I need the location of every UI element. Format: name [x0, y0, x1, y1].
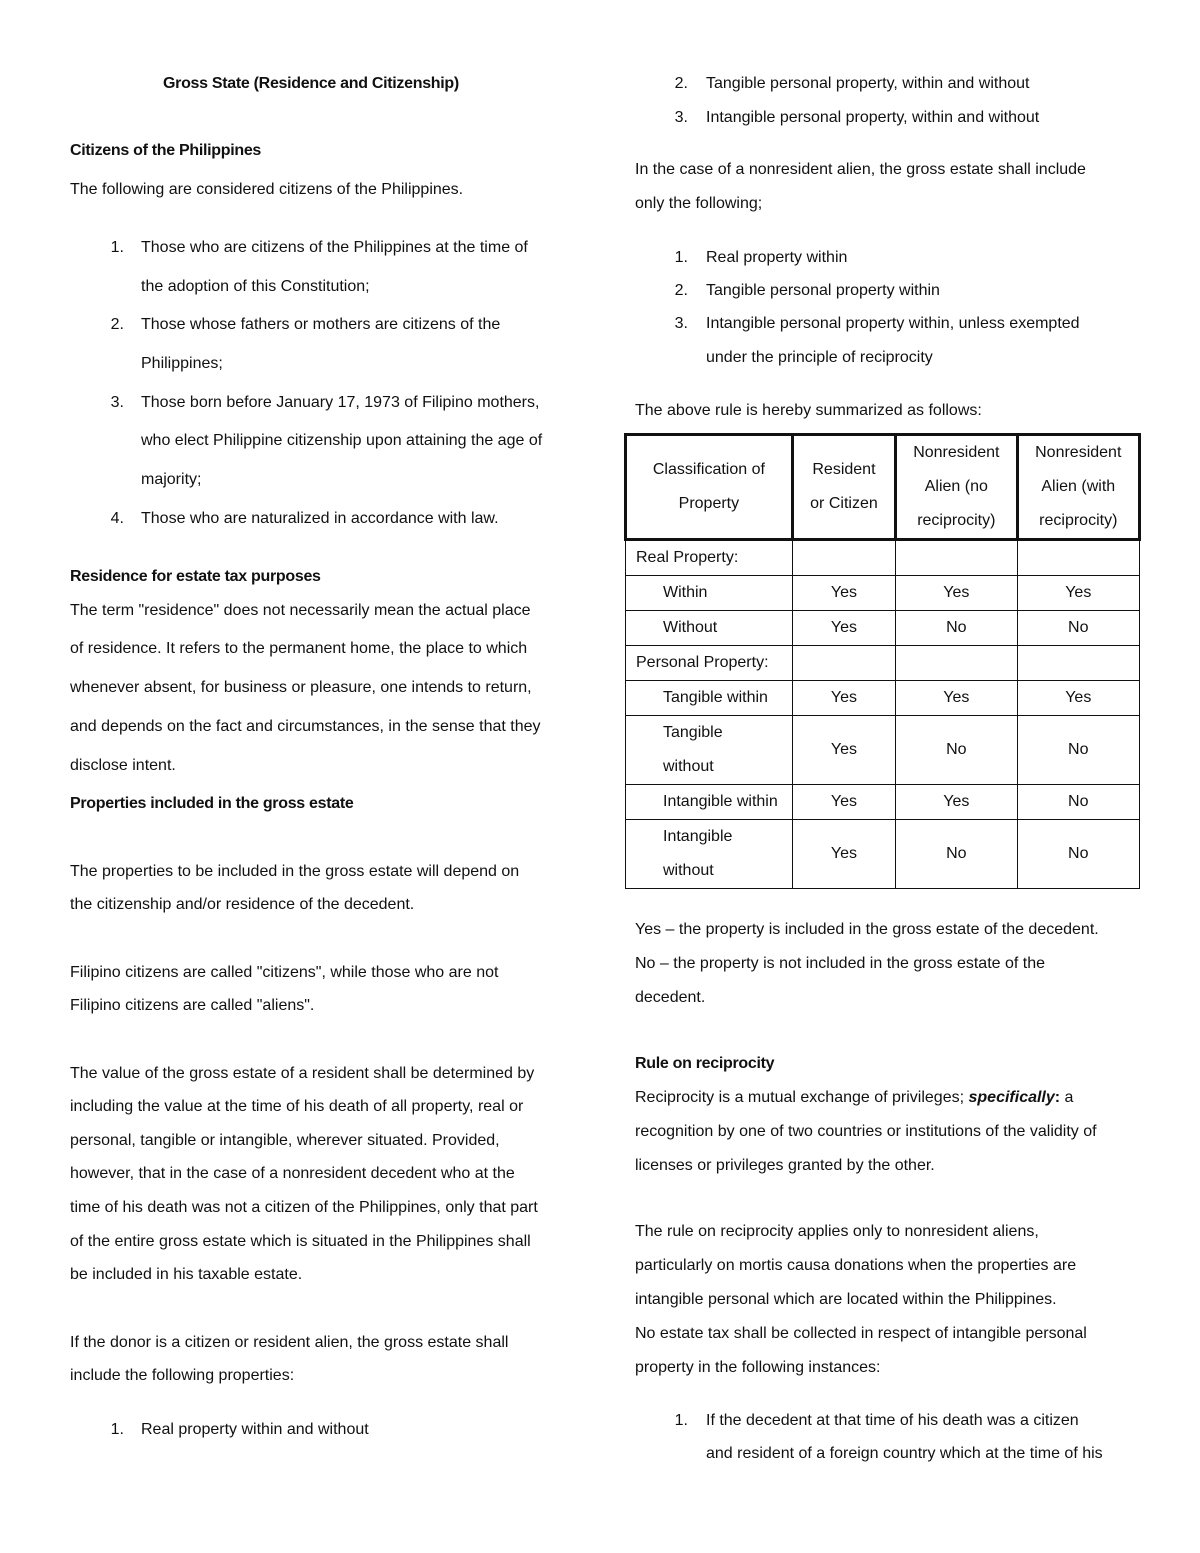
list-number: 2.: [110, 316, 124, 333]
list-text: under the principle of reciprocity: [706, 349, 933, 366]
list-number: 2.: [674, 75, 688, 92]
definition-text: a: [1060, 1089, 1074, 1106]
residence-line: of residence. It refers to the permanent home, the place to which: [70, 640, 528, 657]
list-text: Those whose fathers or mothers are citizens of the: [141, 316, 501, 333]
row-label: Intangible without: [626, 820, 793, 889]
residence-heading: Residence for estate tax purposes: [70, 568, 321, 585]
table-row: [626, 646, 1140, 681]
paragraph-line: No estate tax shall be collected in respect of intangible personal: [635, 1325, 1087, 1342]
list-number: 3.: [674, 109, 688, 126]
row-label: Intangible within: [626, 785, 793, 820]
citizens-intro: The following are considered citizens of the Philippines.: [70, 181, 464, 198]
paragraph-line: however, that in the case of a nonresident decedent who at the: [70, 1165, 515, 1182]
cell-value: Yes: [792, 820, 895, 889]
cell-value: No: [1017, 820, 1139, 889]
table-row: [626, 540, 1140, 576]
properties-heading: Properties included in the gross estate: [70, 795, 354, 812]
paragraph-line: the citizenship and/or residence of the decedent.: [70, 896, 415, 913]
header-nonresident-no-reciprocity: Nonresident Alien (no reciprocity): [896, 435, 1017, 540]
paragraph-line: In the case of a nonresident alien, the gross estate shall include: [635, 161, 1086, 178]
paragraph-line: property in the following instances:: [635, 1359, 881, 1376]
list-text: Philippines;: [141, 355, 223, 372]
paragraph-line: only the following;: [635, 195, 763, 212]
list-text: who elect Philippine citizenship upon attaining the age of: [141, 432, 543, 449]
table-row: [626, 820, 1140, 889]
citizens-heading: Citizens of the Philippines: [70, 142, 262, 159]
cell-value: No: [1017, 611, 1139, 646]
row-label: Within: [626, 576, 793, 611]
paragraph-line: intangible personal which are located within the Philippines.: [635, 1291, 1057, 1308]
residence-line: disclose intent.: [70, 757, 176, 774]
paragraph-line: be included in his taxable estate.: [70, 1266, 303, 1283]
legend-line: decedent.: [635, 989, 706, 1006]
list-number: 1.: [674, 249, 688, 266]
cell-value: Yes: [896, 681, 1017, 716]
list-text: If the decedent at that time of his death was a citizen: [706, 1412, 1079, 1429]
list-number: 3.: [110, 394, 124, 411]
cell-value: Yes: [792, 611, 895, 646]
list-text: Tangible personal property within: [706, 282, 940, 299]
cell-value: [896, 540, 1017, 576]
list-text: Tangible personal property, within and without: [706, 75, 1030, 92]
summary-intro: The above rule is hereby summarized as follows:: [635, 402, 982, 419]
residence-line: The term "residence" does not necessarily mean the actual place: [70, 602, 531, 619]
table-row: [626, 716, 1140, 785]
cell-value: [1017, 646, 1139, 681]
definition-emphasis: specifically: [968, 1089, 1055, 1106]
paragraph-line: licenses or privileges granted by the other.: [635, 1157, 935, 1174]
cell-value: [1017, 540, 1139, 576]
list-number: 2.: [674, 282, 688, 299]
document-title: Gross State (Residence and Citizenship): [163, 75, 459, 92]
header-nonresident-with-reciprocity: Nonresident Alien (with reciprocity): [1017, 435, 1139, 540]
cell-value: No: [896, 716, 1017, 785]
list-text: the adoption of this Constitution;: [141, 278, 370, 295]
table-header-row: [626, 435, 1140, 540]
table-row: [626, 785, 1140, 820]
paragraph-line: recognition by one of two countries or institutions of the validity of: [635, 1123, 1097, 1140]
paragraph-line: personal, tangible or intangible, wherever situated. Provided,: [70, 1132, 500, 1149]
cell-value: Yes: [896, 576, 1017, 611]
paragraph-line: time of his death was not a citizen of the Philippines, only that part: [70, 1199, 538, 1216]
definition-text: Reciprocity is a mutual exchange of privileges;: [635, 1089, 969, 1106]
residence-line: whenever absent, for business or pleasure, one intends to return,: [70, 679, 532, 696]
header-classification: Classification of Property: [626, 435, 793, 540]
paragraph-line: The value of the gross estate of a resident shall be determined by: [70, 1065, 535, 1082]
cell-value: Yes: [792, 716, 895, 785]
cell-value: [896, 646, 1017, 681]
cell-value: Yes: [896, 785, 1017, 820]
paragraph-line: including the value at the time of his death of all property, real or: [70, 1098, 524, 1115]
row-label: Personal Property:: [626, 646, 793, 681]
list-number: 1.: [674, 1412, 688, 1429]
cell-value: Yes: [1017, 681, 1139, 716]
definition-colon: :: [1054, 1089, 1061, 1106]
list-text: and resident of a foreign country which at the time of his: [706, 1445, 1103, 1462]
list-text: Those who are naturalized in accordance with law.: [141, 510, 499, 527]
cell-value: No: [896, 820, 1017, 889]
table-row: [626, 681, 1140, 716]
list-text: Those born before January 17, 1973 of Filipino mothers,: [141, 394, 540, 411]
cell-value: Yes: [1017, 576, 1139, 611]
cell-value: [792, 540, 895, 576]
list-text: Real property within and without: [141, 1421, 369, 1438]
cell-value: Yes: [792, 785, 895, 820]
list-number: 3.: [674, 315, 688, 332]
paragraph-line: of the entire gross estate which is situated in the Philippines shall: [70, 1233, 531, 1250]
legend-line: Yes – the property is included in the gross estate of the decedent.: [635, 921, 1099, 938]
list-text: Intangible personal property, within and without: [706, 109, 1040, 126]
list-number: 1.: [110, 1421, 124, 1438]
summary-table: [624, 433, 1141, 889]
cell-value: Yes: [792, 681, 895, 716]
paragraph-line: particularly on mortis causa donations when the properties are: [635, 1257, 1077, 1274]
paragraph-line: Filipino citizens are called "citizens", while those who are not: [70, 964, 499, 981]
legend-line: No – the property is not included in the gross estate of the: [635, 955, 1046, 972]
row-label: Tangible within: [626, 681, 793, 716]
table-row: [626, 611, 1140, 646]
list-text: Those who are citizens of the Philippines at the time of: [141, 239, 528, 256]
paragraph-line: The rule on reciprocity applies only to nonresident aliens,: [635, 1223, 1039, 1240]
list-number: 1.: [110, 239, 124, 256]
cell-value: No: [1017, 716, 1139, 785]
paragraph-line: Filipino citizens are called "aliens".: [70, 997, 315, 1014]
reciprocity-heading: Rule on reciprocity: [635, 1055, 775, 1072]
list-number: 4.: [110, 510, 124, 527]
table-row: [626, 576, 1140, 611]
list-text: majority;: [141, 471, 202, 488]
reciprocity-definition: [635, 1088, 1073, 1108]
cell-value: Yes: [792, 576, 895, 611]
residence-line: and depends on the fact and circumstances, in the sense that they: [70, 718, 541, 735]
list-text: Real property within: [706, 249, 848, 266]
row-label: Without: [626, 611, 793, 646]
row-label: Real Property:: [626, 540, 793, 576]
cell-value: [792, 646, 895, 681]
header-resident: Resident or Citizen: [792, 435, 895, 540]
row-label: Tangible without: [626, 716, 793, 785]
paragraph-line: If the donor is a citizen or resident alien, the gross estate shall: [70, 1334, 509, 1351]
list-text: Intangible personal property within, unless exempted: [706, 315, 1080, 332]
paragraph-line: The properties to be included in the gross estate will depend on: [70, 863, 520, 880]
cell-value: No: [1017, 785, 1139, 820]
paragraph-line: include the following properties:: [70, 1367, 295, 1384]
cell-value: No: [896, 611, 1017, 646]
